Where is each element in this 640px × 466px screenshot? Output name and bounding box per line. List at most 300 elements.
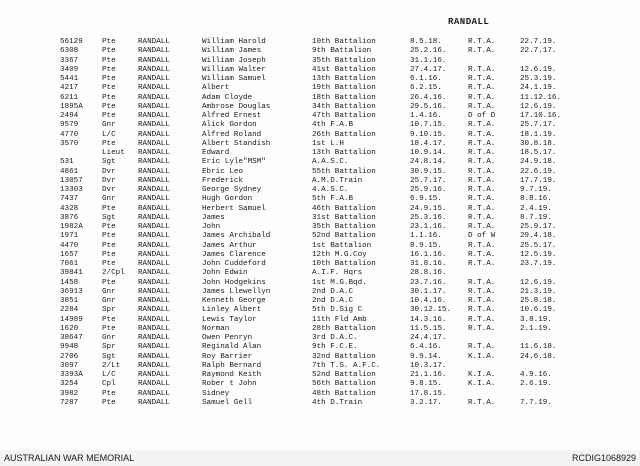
surname: RANDALL [138, 112, 170, 120]
enlistment-date: 30.1.17. [410, 287, 447, 296]
archive-footer [0, 450, 640, 466]
service-number: 5441 [60, 75, 79, 83]
service-number: 2706 [60, 352, 79, 361]
unit: 2nd D.A.C [312, 287, 354, 296]
archive-source: AUSTRALIAN WAR MEMORIAL [4, 453, 135, 463]
unit: 32nd Battalion [312, 352, 376, 361]
enlistment-date: 14.3.16. [410, 315, 447, 324]
enlistment-date: 25.9.16. [410, 186, 447, 194]
unit: 52nd Battalion [312, 371, 376, 379]
surname: RANDALL [138, 65, 170, 74]
fate-date: 22.6.19. [520, 167, 557, 176]
unit: 1st Battalion [312, 241, 372, 250]
unit: 18th Battalion [312, 93, 376, 102]
unit: A.A.S.C. [312, 158, 349, 167]
service-number: 2494 [60, 112, 79, 120]
given-names: Linley Albert [202, 306, 262, 315]
rank: L/C [102, 371, 116, 379]
rank: L/C [102, 130, 116, 139]
rank: Pte [102, 241, 116, 250]
fate-date: 25.9.17. [520, 223, 557, 231]
unit: 56th Battalion [312, 380, 376, 389]
list-item [0, 84, 640, 93]
surname: RANDALL [138, 130, 170, 139]
fate-date: 12.5.19. [520, 250, 557, 259]
surname: RANDALL [138, 84, 170, 93]
surname: RANDALL [138, 315, 170, 324]
list-item [0, 297, 640, 306]
given-names: Ralph Bernard [202, 361, 262, 370]
fate: R.T.A. [468, 315, 496, 324]
surname: RANDALL [138, 398, 170, 407]
fate: R.T.A. [468, 121, 496, 130]
rank: Pte [102, 38, 116, 46]
service-number: 3982 [60, 389, 79, 398]
list-item [0, 269, 640, 278]
surname: RANDALL [138, 278, 170, 287]
fate: R.T.A. [468, 47, 496, 56]
rank: Pte [102, 223, 116, 231]
fate: R.T.A. [468, 250, 496, 259]
surname: RANDALL [138, 93, 170, 102]
surname: RANDALL [138, 241, 170, 250]
list-item [0, 242, 640, 251]
fate-date: 12.6.19. [520, 65, 557, 74]
fate: R.T.A. [468, 241, 496, 250]
fate: R.T.A. [468, 130, 496, 139]
rank: Pte [102, 112, 116, 120]
fate: R.T.A. [468, 278, 496, 287]
unit: 13th Battalion [312, 75, 376, 83]
service-number: 9948 [60, 343, 79, 352]
surname: RANDALL [138, 343, 170, 352]
given-names: Reginald Alan [202, 343, 262, 352]
given-names: Kenneth George [202, 297, 266, 305]
list-item [0, 66, 640, 75]
fate: R.T.A. [468, 223, 496, 231]
fate: R.T.A. [468, 102, 496, 111]
fate: K.I.A. [468, 371, 496, 379]
enlistment-date: 10.4.16. [410, 297, 447, 305]
fate: R.T.A. [468, 260, 496, 268]
fate: D of W [468, 232, 496, 241]
list-item [0, 390, 640, 399]
list-item [0, 205, 640, 214]
surname: RANDALL [138, 56, 170, 65]
fate-date: 7.7.19. [520, 398, 552, 407]
unit: 26th Battalion [312, 130, 376, 139]
surname: RANDALL [138, 352, 170, 361]
unit: 41st Battalion [312, 65, 376, 74]
surname: RANDALL [138, 232, 170, 241]
surname: RANDALL [138, 223, 170, 231]
surname: RANDALL [138, 195, 170, 204]
fate: R.T.A. [468, 167, 496, 176]
rank: 2/Lt [102, 361, 121, 370]
enlistment-date: 28.8.16. [410, 269, 447, 278]
given-names: William Samuel [202, 75, 266, 83]
enlistment-date: 17.8.15. [410, 389, 447, 398]
fate-date: 18.5.17. [520, 149, 557, 157]
given-names: William Harold [202, 38, 266, 46]
unit: 4.A.S.C. [312, 186, 349, 194]
rank: Pte [102, 278, 116, 287]
service-number: 3097 [60, 361, 79, 370]
surname: RANDALL [138, 306, 170, 315]
given-names: James Arthur [202, 241, 257, 250]
fate-date: 9.7.19. [520, 186, 552, 194]
enlistment-date: 18.4.17. [410, 139, 447, 148]
given-names: John [202, 223, 221, 231]
surname: RANDALL [138, 121, 170, 130]
service-number: 1620 [60, 324, 79, 333]
fate-date: 17.7.19. [520, 176, 557, 185]
rank: Gnr [102, 297, 116, 305]
service-number: 4217 [60, 84, 79, 93]
service-number: 56129 [60, 38, 83, 46]
unit: 48th Battalion [312, 389, 376, 398]
rank: Pte [102, 389, 116, 398]
fate: K.I.A. [468, 352, 496, 361]
unit: 1st L.H [312, 139, 344, 148]
list-item [0, 214, 640, 223]
fate-date: 11.6.18. [520, 343, 557, 352]
enlistment-date: 25.3.16. [410, 213, 447, 222]
rank: Pte [102, 56, 116, 65]
enlistment-date: 27.4.17. [410, 65, 447, 74]
service-number: 3393A [60, 371, 83, 379]
fate: R.T.A. [468, 343, 496, 352]
fate-date: 25.5.17. [520, 241, 557, 250]
enlistment-date: 31.1.16. [410, 56, 447, 65]
list-item [0, 399, 640, 408]
surname: RANDALL [138, 75, 170, 83]
rank: Pte [102, 260, 116, 268]
enlistment-date: 24.8.14. [410, 158, 447, 167]
list-item [0, 140, 640, 149]
fate-date: 25.7.17. [520, 121, 557, 130]
rank: Pte [102, 75, 116, 83]
unit: 47th Battalion [312, 112, 376, 120]
enlistment-date: 6.9.15. [410, 195, 442, 204]
fate: R.T.A. [468, 398, 496, 407]
enlistment-date: 16.1.16. [410, 250, 447, 259]
service-number: 531 [60, 158, 74, 167]
fate-date: 18.1.19. [520, 130, 557, 139]
rank: Spr [102, 306, 116, 315]
fate-date: 2.6.19. [520, 380, 552, 389]
unit: 3rd D.A.C. [312, 334, 358, 342]
enlistment-date: 8.5.18. [410, 38, 442, 46]
list-item [0, 343, 640, 352]
enlistment-date: 25.7.17. [410, 176, 447, 185]
unit: 52nd Battalion [312, 232, 376, 241]
list-item [0, 260, 640, 269]
fate-date: 24.1.19. [520, 84, 557, 93]
given-names: Albert Standish [202, 139, 271, 148]
rank: Cpl [102, 380, 116, 389]
given-names: Eric Lyle"MSM" [202, 158, 266, 167]
rank: Pte [102, 84, 116, 93]
fate: R.T.A. [468, 84, 496, 93]
unit: 11th Fld Amb [312, 315, 367, 324]
surname: RANDALL [138, 167, 170, 176]
fate-date: 30.8.18. [520, 139, 557, 148]
unit: 19th Battalion [312, 84, 376, 93]
given-names: Alfred Roland [202, 130, 262, 139]
given-names: Alfred Ernest [202, 112, 262, 120]
list-item [0, 251, 640, 260]
fate: R.T.A. [468, 75, 496, 83]
list-item [0, 57, 640, 66]
list-item [0, 38, 640, 47]
surname: RANDALL [138, 297, 170, 305]
page-heading: RANDALL [448, 17, 490, 27]
fate-date: 8.7.19. [520, 213, 552, 222]
list-item [0, 112, 640, 121]
given-names: Lewis Taylor [202, 315, 257, 324]
service-number: 3409 [60, 65, 79, 74]
surname: RANDALL [138, 186, 170, 194]
unit: 4th D.Train [312, 398, 363, 407]
surname: RANDALL [138, 260, 170, 268]
service-number: 1657 [60, 250, 79, 259]
service-number: 1895A [60, 102, 83, 111]
list-item [0, 288, 640, 297]
list-item [0, 353, 640, 362]
enlistment-date: 3.2.17. [410, 398, 442, 407]
enlistment-date: 23.7.16. [410, 278, 447, 287]
unit: 12th M.G.Coy [312, 250, 367, 259]
rank: Pte [102, 65, 116, 74]
list-item [0, 371, 640, 380]
rank: Pte [102, 139, 116, 148]
enlistment-date: 9.10.15. [410, 130, 447, 139]
list-item [0, 195, 640, 204]
given-names: William Joseph [202, 56, 266, 65]
list-item [0, 94, 640, 103]
enlistment-date: 31.8.16. [410, 260, 447, 268]
service-number: 13303 [60, 186, 83, 194]
surname: RANDALL [138, 287, 170, 296]
service-number: 7437 [60, 195, 79, 204]
service-number: 1458 [60, 278, 79, 287]
fate-date: 22.7.17. [520, 47, 557, 56]
enlistment-date: 10.9.14. [410, 149, 447, 157]
fate: R.T.A. [468, 324, 496, 333]
fate-date: 11.12.16. [520, 93, 562, 102]
service-number: 4770 [60, 130, 79, 139]
fate-date: 4.9.16. [520, 371, 552, 379]
given-names: Alick Gordon [202, 121, 257, 130]
rank: 2/Cpl [102, 269, 125, 278]
service-number: 3367 [60, 56, 79, 65]
service-number: 3851 [60, 297, 79, 305]
fate-date: 25.3.19. [520, 75, 557, 83]
given-names: Raymond Keith [202, 371, 262, 379]
fate-date: 21.3.19. [520, 287, 557, 296]
fate-date: 12.6.19. [520, 278, 557, 287]
fate: R.T.A. [468, 139, 496, 148]
rank: Pte [102, 315, 116, 324]
rank: Gnr [102, 121, 116, 130]
service-number: 36913 [60, 287, 83, 296]
fate-date: 24.9.18. [520, 158, 557, 167]
unit: 10th Battalion [312, 260, 376, 268]
given-names: Frederick [202, 176, 244, 185]
rank: Pte [102, 102, 116, 111]
list-item [0, 223, 640, 232]
service-number: 1982A [60, 223, 83, 231]
given-names: Owen Penryn [202, 334, 253, 342]
enlistment-date: 29.5.16. [410, 102, 447, 111]
fate: R.T.A. [468, 149, 496, 157]
enlistment-date: 24.4.17. [410, 334, 447, 342]
unit: 46th Battalion [312, 204, 376, 213]
unit: 2nd D.A.C [312, 297, 354, 305]
fate-date: 22.7.19. [520, 38, 557, 46]
nominal-roll-list [0, 38, 640, 408]
unit: A.M.D.Train [312, 176, 363, 185]
fate: R.T.A. [468, 306, 496, 315]
list-item [0, 186, 640, 195]
surname: RANDALL [138, 334, 170, 342]
enlistment-date: 11.5.15. [410, 324, 447, 333]
rank: Dvr [102, 186, 116, 194]
surname: RANDALL [138, 371, 170, 379]
surname: RANDALL [138, 38, 170, 46]
unit: 35th Battalion [312, 223, 376, 231]
fate: R.T.A. [468, 93, 496, 102]
surname: RANDALL [138, 139, 170, 148]
surname: RANDALL [138, 361, 170, 370]
rank: Sgt [102, 213, 116, 222]
unit: 7th T.S. A.F.C. [312, 361, 381, 370]
unit: A.I.F. Hqrs [312, 269, 363, 278]
service-number: 14989 [60, 315, 83, 324]
fate: R.T.A. [468, 287, 496, 296]
given-names: John Cuddeford [202, 260, 266, 268]
given-names: Herbert Samuel [202, 204, 266, 213]
service-number: 7061 [60, 260, 79, 268]
list-item [0, 168, 640, 177]
enlistment-date: 6.4.16. [410, 343, 442, 352]
fate-date: 2.1.19. [520, 324, 552, 333]
list-item [0, 306, 640, 315]
enlistment-date: 23.1.16. [410, 223, 447, 231]
service-number: 7287 [60, 398, 79, 407]
enlistment-date: 30.9.15. [410, 167, 447, 176]
list-item [0, 158, 640, 167]
fate: R.T.A. [468, 204, 496, 213]
list-item [0, 380, 640, 389]
surname: RANDALL [138, 380, 170, 389]
given-names: James Clarence [202, 250, 266, 259]
fate-date: 2.4.19. [520, 204, 552, 213]
fate-date: 23.7.19. [520, 260, 557, 268]
surname: RANDALL [138, 250, 170, 259]
service-number: 4328 [60, 204, 79, 213]
surname: RANDALL [138, 102, 170, 111]
rank: Gnr [102, 334, 116, 342]
unit: 31st Battalion [312, 213, 376, 222]
list-item [0, 131, 640, 140]
rank: Pte [102, 398, 116, 407]
enlistment-date: 8.9.15. [410, 241, 442, 250]
enlistment-date: 9.9.14. [410, 352, 442, 361]
unit: 1st M.G.Bqd. [312, 278, 367, 287]
rank: Gnr [102, 195, 116, 204]
rank: Dvr [102, 176, 116, 185]
given-names: Norman [202, 324, 230, 333]
service-number: 3254 [60, 380, 79, 389]
enlistment-date: 24.9.15. [410, 204, 447, 213]
enlistment-date: 6.1.16. [410, 75, 442, 83]
service-number: 3570 [60, 139, 79, 148]
list-item [0, 279, 640, 288]
service-number: 6308 [60, 47, 79, 56]
rank: Pte [102, 250, 116, 259]
rank: Pte [102, 93, 116, 102]
unit: 35th Battalion [312, 56, 376, 65]
fate-date: 3.8.19. [520, 315, 552, 324]
list-item [0, 232, 640, 241]
service-number: 13057 [60, 176, 83, 185]
rank: Pte [102, 324, 116, 333]
unit: 4th F.A.B [312, 121, 354, 130]
given-names: Edward [202, 149, 230, 157]
given-names: William Walter [202, 65, 266, 74]
unit: 9th F.C.E. [312, 343, 358, 352]
service-number: 38647 [60, 334, 83, 342]
unit: 5th D.Sig C [312, 306, 363, 315]
fate-date: 17.10.16. [520, 112, 562, 120]
enlistment-date: 1.1.16. [410, 232, 442, 241]
fate: R.T.A. [468, 297, 496, 305]
service-number: 9579 [60, 121, 79, 130]
enlistment-date: 10.3.17. [410, 361, 447, 370]
list-item [0, 316, 640, 325]
given-names: Samuel Gell [202, 398, 253, 407]
rank: Gnr [102, 287, 116, 296]
unit: 13th Battalion [312, 149, 376, 157]
given-names: James [202, 213, 225, 222]
list-item [0, 75, 640, 84]
surname: RANDALL [138, 213, 170, 222]
rank: Pte [102, 232, 116, 241]
enlistment-date: 21.1.16. [410, 371, 447, 379]
surname: RANDALL [138, 389, 170, 398]
unit: 28th Battalion [312, 324, 376, 333]
list-item [0, 334, 640, 343]
list-item [0, 362, 640, 371]
service-number: 4861 [60, 167, 79, 176]
list-item [0, 47, 640, 56]
enlistment-date: 10.7.15. [410, 121, 447, 130]
fate: R.T.A. [468, 213, 496, 222]
unit: 5th F.A.B [312, 195, 354, 204]
fate-date: 8.8.16. [520, 195, 552, 204]
rank: Sgt [102, 352, 116, 361]
service-number: 4470 [60, 241, 79, 250]
unit: 34th Battalion [312, 102, 376, 111]
enlistment-date: 26.4.16. [410, 93, 447, 102]
surname: RANDALL [138, 324, 170, 333]
surname: RANDALL [138, 176, 170, 185]
given-names: Adam Cloyde [202, 93, 253, 102]
service-number: 6211 [60, 93, 79, 102]
surname: RANDALL [138, 204, 170, 213]
